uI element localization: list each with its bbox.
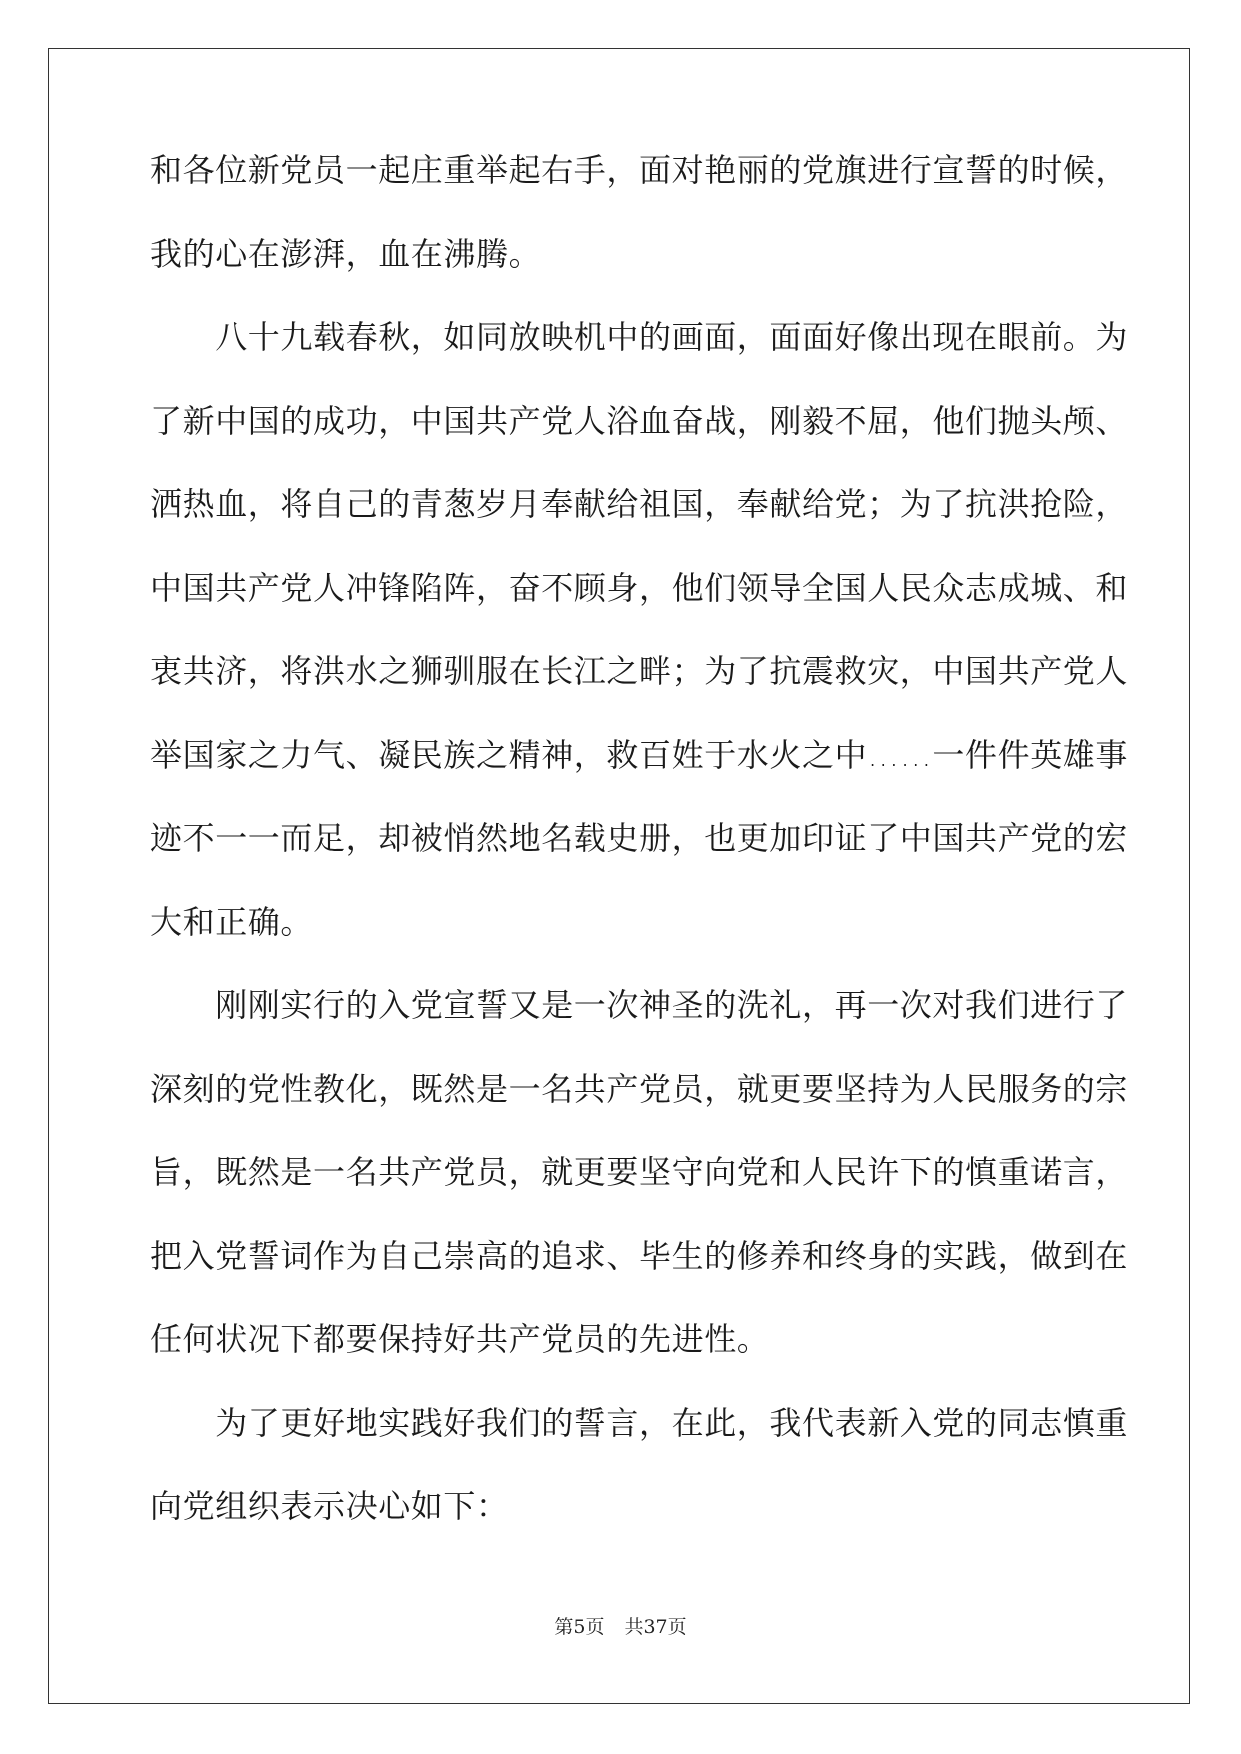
text-line: 旨，既然是一名共产党员，就更要坚守向党和人民许下的慎重诺言， (150, 1153, 1129, 1191)
text-line: 深刻的党性教化，既然是一名共产党员，就更要坚持为人民服务的宗 (150, 1069, 1129, 1108)
text-line: 刚刚实行的入党宣誓又是一次神圣的洗礼，再一次对我们进行了 (150, 986, 1129, 1024)
text-line: 我的心在澎湃，血在沸腾。 (150, 234, 542, 273)
text-line: 向党组织表示决心如下： (150, 1487, 509, 1525)
text-line: 八十九载春秋，如同放映机中的画面，面面好像出现在眼前。为 (150, 318, 1129, 356)
text-line: 举国家之力气、凝民族之精神，救百姓于水火之中……一件件英雄事 (150, 735, 1129, 774)
text-line: 大和正确。 (150, 902, 314, 941)
text-line: 把入党誓词作为自己崇高的追求、毕生的修养和终身的实践，做到在 (150, 1236, 1129, 1275)
text-line: 和各位新党员一起庄重举起右手，面对艳丽的党旗进行宣誓的时候， (150, 151, 1129, 189)
text-line: 迹不一一而足，却被悄然地名载史册，也更加印证了中国共产党的宏 (150, 819, 1129, 857)
page-footer (0, 1612, 1241, 1639)
document-body (150, 148, 1129, 1568)
text-line: 衷共济，将洪水之狮驯服在长江之畔；为了抗震救灾，中国共产党人 (150, 652, 1129, 690)
text-line: 任何状况下都要保持好共产党员的先进性。 (150, 1320, 770, 1358)
page-number: 第5页 (554, 1616, 605, 1638)
page-total: 共37页 (624, 1616, 687, 1638)
text-line: 中国共产党人冲锋陷阵，奋不顾身，他们领导全国人民众志成城、和 (150, 568, 1129, 607)
text-line: 洒热血，将自己的青葱岁月奉献给祖国，奉献给党；为了抗洪抢险， (150, 485, 1129, 523)
text-line: 为了更好地实践好我们的誓言，在此，我代表新入党的同志慎重 (150, 1403, 1129, 1442)
text-line: 了新中国的成功，中国共产党人浴血奋战，刚毅不屈，他们抛头颅、 (150, 401, 1129, 440)
